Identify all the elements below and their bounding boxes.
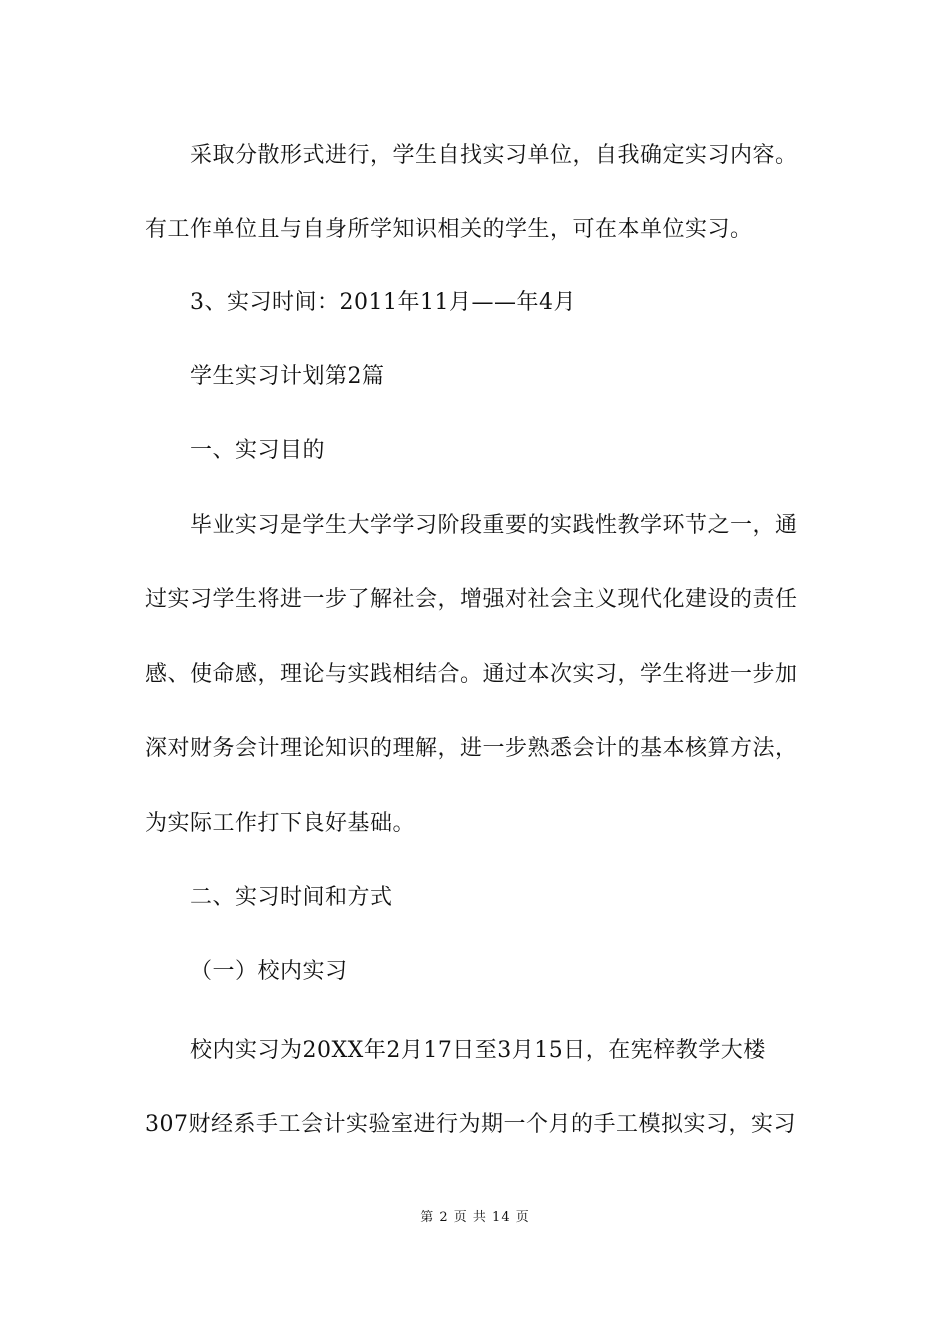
paragraph-line: 307财经系手工会计实验室进行为期一个月的手工模拟实习，实习	[145, 1112, 796, 1137]
paragraph-line: 采取分散形式进行，学生自找实习单位，自我确定实习内容。	[190, 143, 798, 168]
paragraph-line: 为实际工作打下良好基础。	[145, 811, 416, 836]
paragraph-line: 感、使命感，理论与实践相结合。通过本次实习，学生将进一步加	[145, 662, 798, 687]
paragraph-line: 有工作单位且与自身所学知识相关的学生，可在本单位实习。	[145, 217, 753, 242]
paragraph-line: 3、实习时间：2011年11月——年4月	[190, 290, 576, 315]
section-title: 学生实习计划第2篇	[190, 364, 385, 389]
paragraph-line: 深对财务会计理论知识的理解，进一步熟悉会计的基本核算方法，	[145, 736, 798, 761]
paragraph-line: 校内实习为20XX年2月17日至3月15日，在宪梓教学大楼	[190, 1038, 766, 1063]
subsection-heading: （一）校内实习	[190, 959, 348, 984]
section-heading: 二、实习时间和方式	[190, 885, 393, 910]
page-footer: 第 2 页 共 14 页	[420, 1210, 530, 1225]
paragraph-line: 毕业实习是学生大学学习阶段重要的实践性教学环节之一，通	[190, 513, 798, 538]
section-heading: 一、实习目的	[190, 438, 326, 463]
paragraph-line: 过实习学生将进一步了解社会，增强对社会主义现代化建设的责任	[145, 587, 798, 612]
